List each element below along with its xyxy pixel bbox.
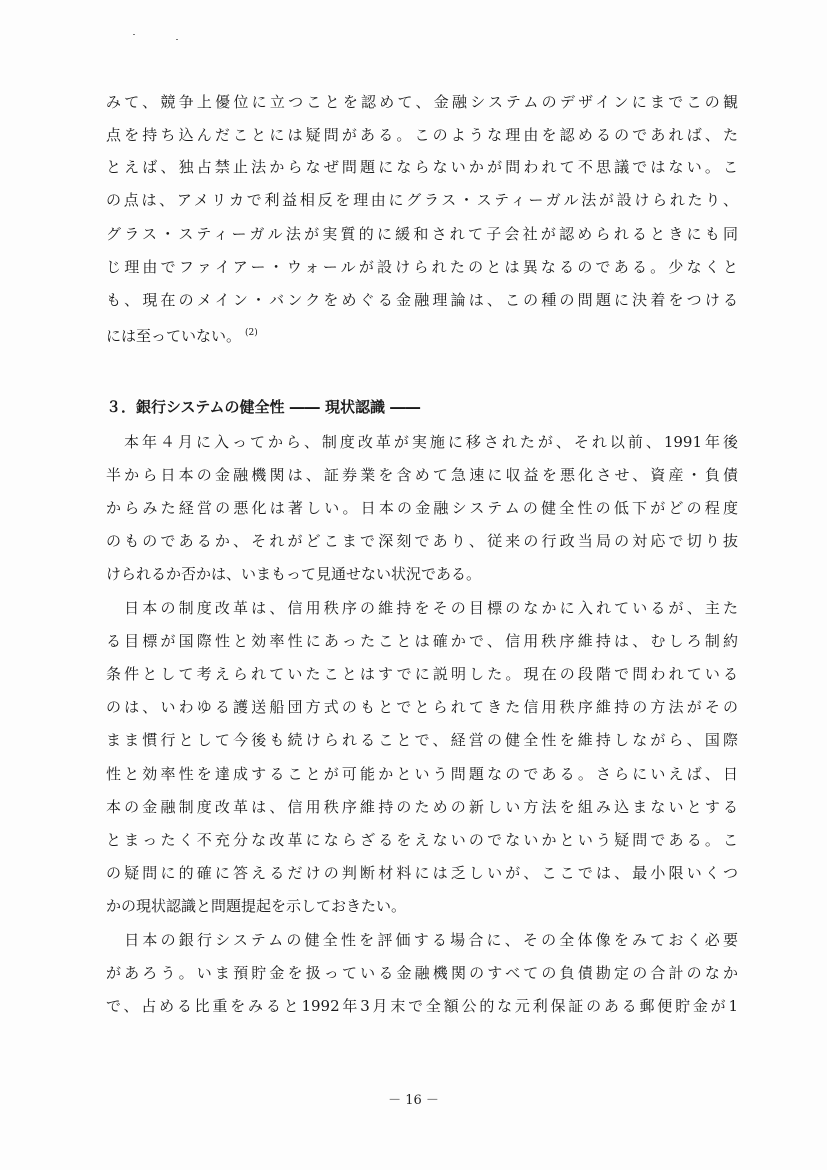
body-line: グラス・スティーガル法が実質的に緩和されて子会社が認められるときにも同 (106, 225, 738, 243)
body-line: 点を持ち込んだことには疑問がある。このような理由を認めるのであれば、た (106, 126, 738, 144)
body-line: 半から日本の金融機関は、証券業を含めて急速に収益を悪化させ、資産・負債 (106, 466, 738, 484)
body-line: みて、競争上優位に立つことを認めて、金融システムのデザインにまでこの観 (106, 93, 738, 111)
page-number: － 16 － (388, 1093, 439, 1108)
body-line: とえば、独占禁止法からなぜ問題にならないかが問われて不思議ではない。こ (106, 158, 738, 176)
body-line: 性と効率性を達成することが可能かという問題なのである。さらにいえば、日 (106, 765, 738, 783)
body-line: とまったく不充分な改革にならざるをえないのでないかという疑問である。こ (106, 831, 738, 849)
scan-speck (133, 34, 135, 35)
body-line: 本年４月に入ってから、制度改革が実施に移されたが、それ以前、1991年後 (106, 433, 738, 451)
body-line: る目標が国際性と効率性にあったことは確かで、信用秩序維持は、むしろ制約 (106, 632, 738, 650)
body-line: のは、いわゆる護送船団方式のもとでとられてきた信用秩序維持の方法がその (106, 698, 738, 716)
body-text: には至っていない。 (106, 327, 242, 345)
body-line: の疑問に的確に答えるだけの判断材料には乏しいが、ここでは、最小限いくつ (106, 864, 738, 882)
body-line: も、現在のメイン・バンクをめぐる金融理論は、この種の問題に決着をつける (106, 291, 738, 309)
scan-speck (176, 39, 178, 40)
body-line: の点は、アメリカで利益相反を理由にグラス・スティーガル法が設けられたり、 (106, 191, 738, 209)
body-line: 本の金融制度改革は、信用秩序維持のための新しい方法を組み込まないとする (106, 798, 738, 816)
body-line: 日本の銀行システムの健全性を評価する場合に、その全体像をみておく必要 (106, 931, 738, 949)
body-line: 日本の制度改革は、信用秩序の維持をその目標のなかに入れているが、主た (106, 599, 738, 617)
footnote-reference: (2) (245, 328, 258, 338)
body-line: じ理由でファイアー・ウォールが設けられたのとは異なるのである。少なくと (106, 258, 738, 276)
body-line: があろう。いま預貯金を扱っている金融機関のすべての負債勘定の合計のなか (106, 964, 738, 982)
body-line (106, 323, 738, 346)
body-line: 条件として考えられていたことはすでに説明した。現在の段階で問われている (106, 665, 738, 683)
body-line: まま慣行として今後も続けられることで、経営の健全性を維持しながら、国際 (106, 731, 738, 749)
section-heading: ３．銀行システムの健全性 ―― 現状認識 ―― (106, 398, 421, 416)
body-line: からみた経営の悪化は著しい。日本の金融システムの健全性の低下がどの程度 (106, 499, 738, 517)
body-line: のものであるか、それがどこまで深刻であり、従来の行政当局の対応で切り抜 (106, 532, 738, 550)
body-line: で、占める比重をみると1992年3月末で全額公的な元利保証のある郵便貯金が1 (106, 997, 738, 1015)
body-line: けられるか否かは、いまもって見通せない状況である。 (106, 565, 482, 583)
body-line: かの現状認識と問題提起を示しておきたい。 (106, 897, 407, 915)
